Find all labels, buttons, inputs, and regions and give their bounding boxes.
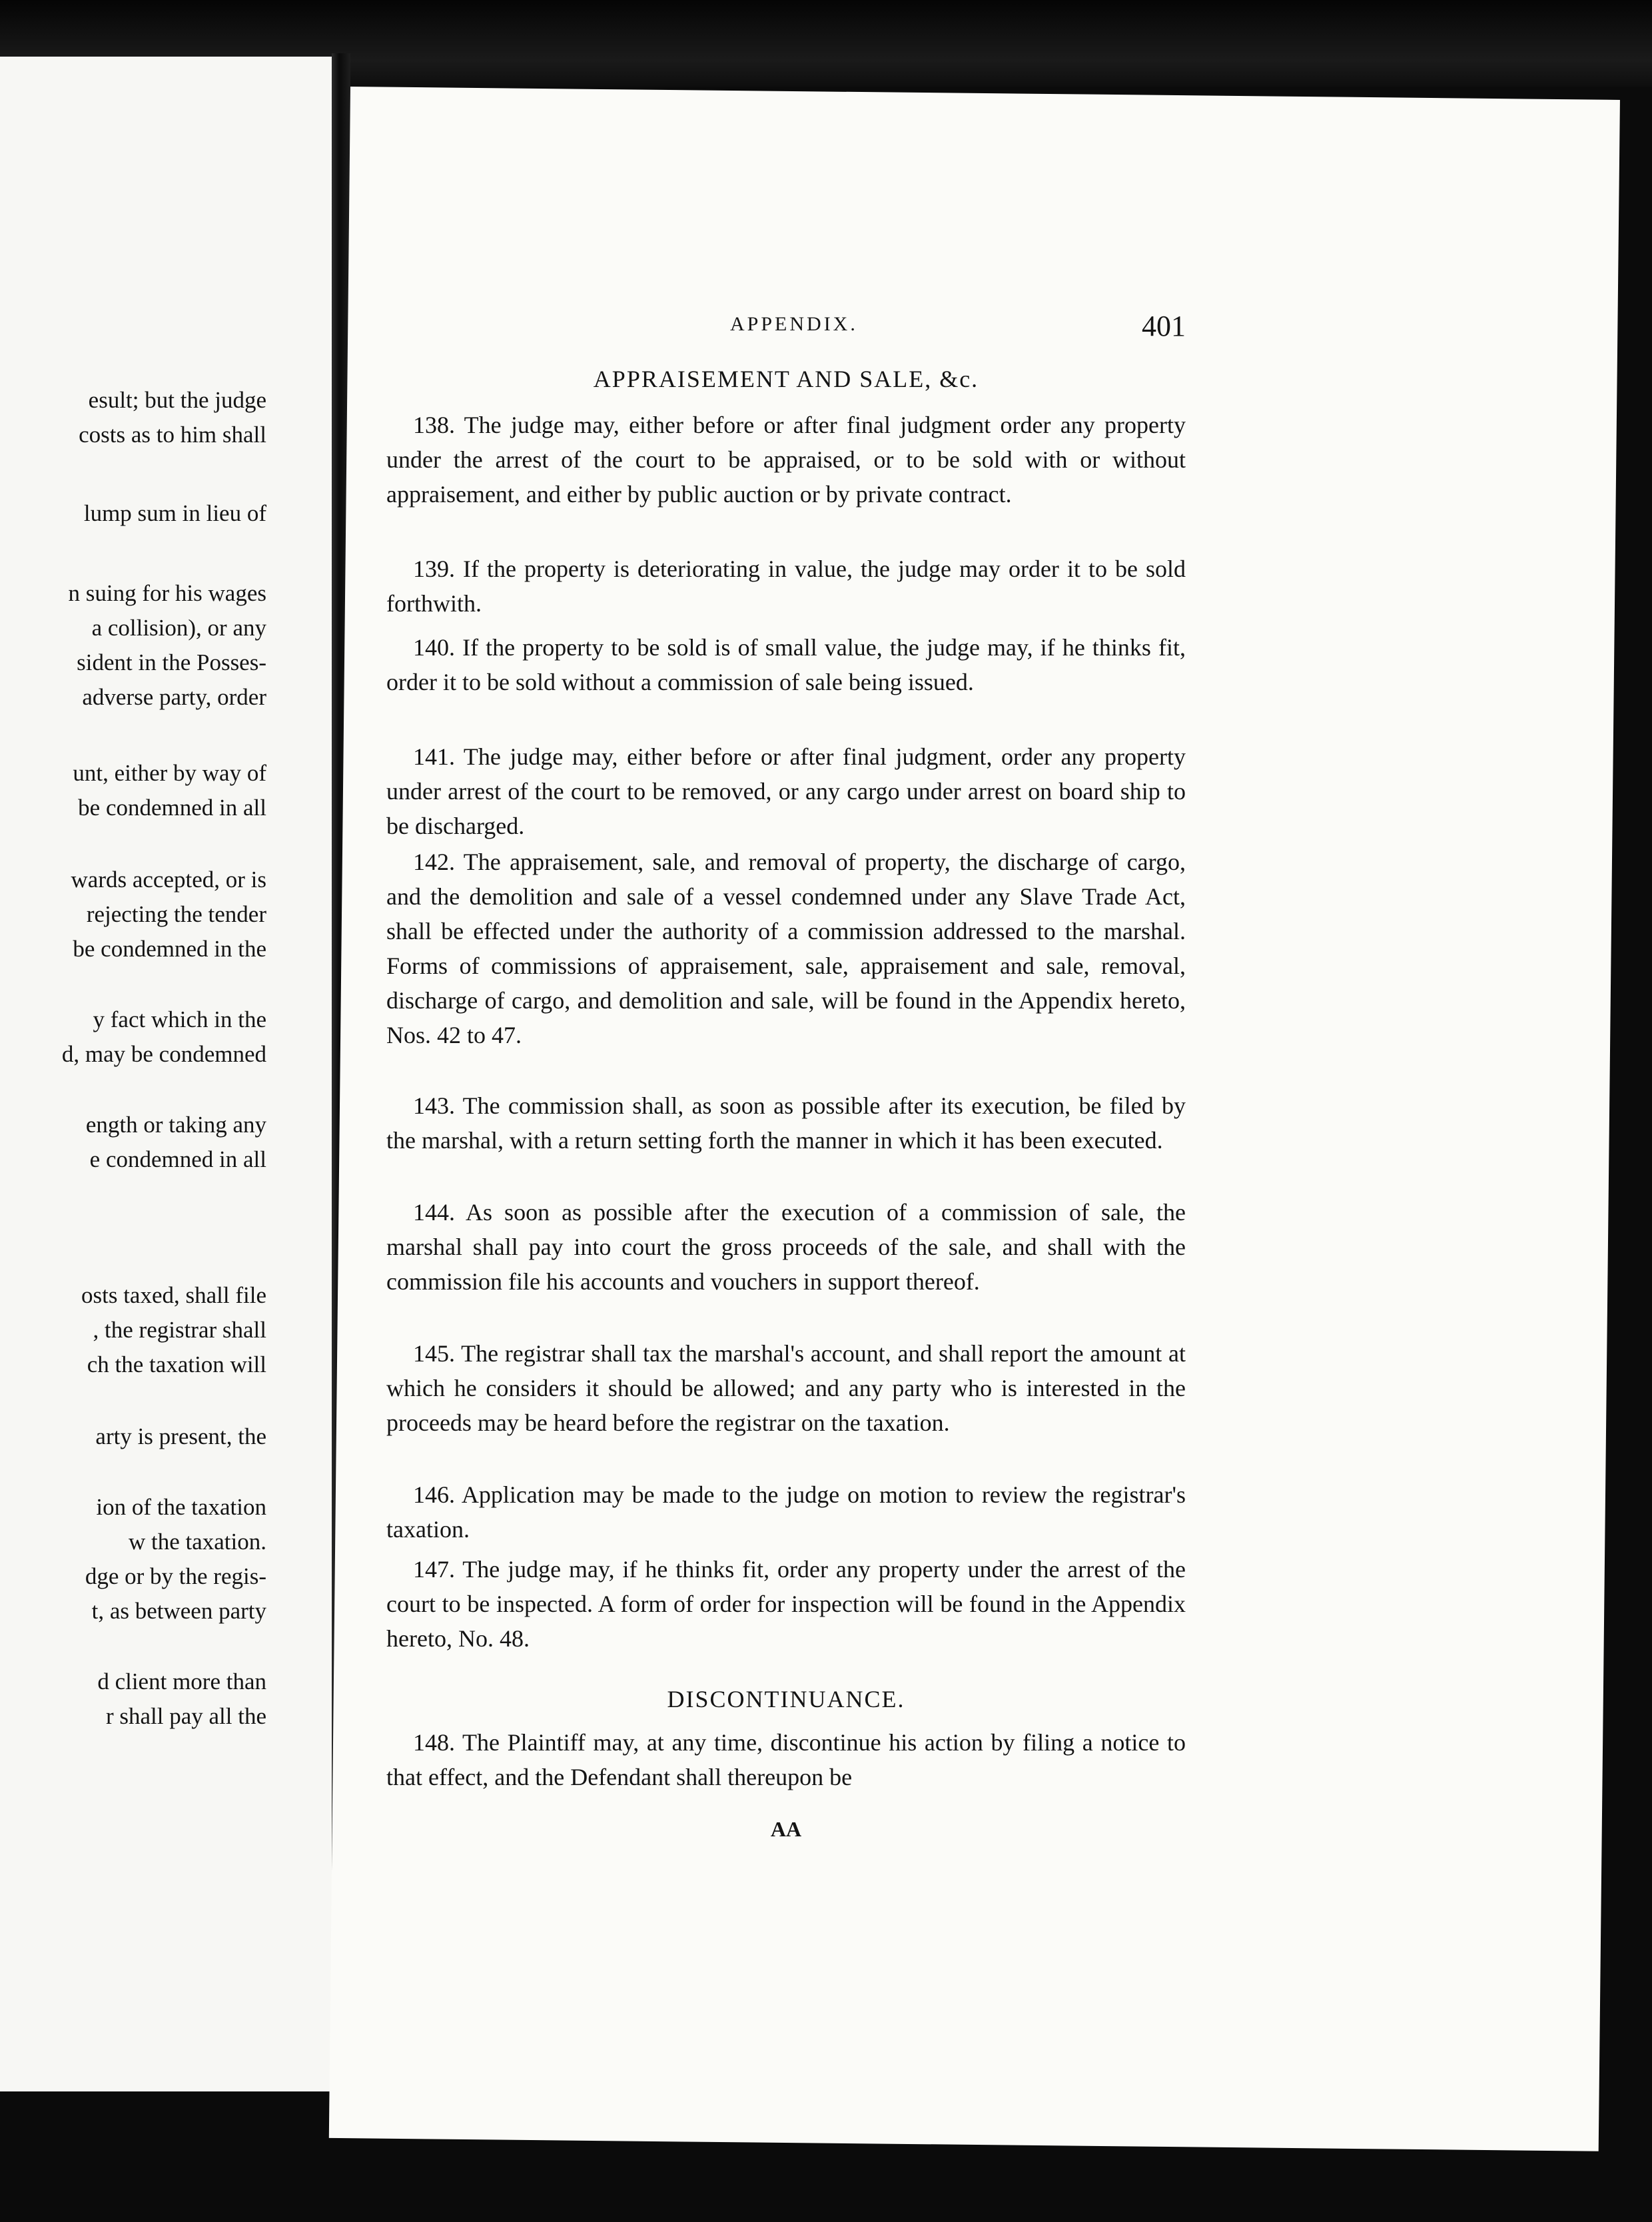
paragraph-143: 143. The commission shall, as soon as possible after its execution, be filed by the marshal, with a return setting forth the manner in which it has been executed.: [386, 1092, 1186, 1154]
left-page-line: r shall pay all the: [105, 1703, 266, 1729]
left-page-line: rejecting the tender: [86, 901, 266, 927]
left-page-line: be condemned in all: [78, 795, 266, 821]
left-page-line: dge or by the regis-: [85, 1563, 266, 1589]
paragraph-138: 138. The judge may, either before or after final judgment order any property under the arrest of the court to be appraised, or to be sold with or without appraisement, and either by public auction or by private contract.: [386, 412, 1186, 508]
scanner-right-edge: [1620, 93, 1652, 2145]
left-page-line: d, may be condemned: [61, 1041, 266, 1067]
left-page-line: , the registrar shall: [93, 1317, 266, 1343]
left-page-line: n suing for his wages: [68, 580, 266, 606]
left-page-line: lump sum in lieu of: [83, 500, 266, 526]
left-page-line: osts taxed, shall file: [81, 1282, 266, 1308]
paragraph-140: 140. If the property to be sold is of small value, the judge may, if he thinks fit, order it to be sold without a commission of sale being issued.: [386, 634, 1186, 695]
paragraph-146: 146. Application may be made to the judge on motion to review the registrar's taxation.: [386, 1481, 1186, 1543]
left-page: [0, 57, 332, 2091]
left-page-line: d client more than: [97, 1668, 266, 1694]
left-page-line: unt, either by way of: [73, 760, 266, 786]
left-page-line: wards accepted, or is: [71, 867, 266, 893]
left-page-line: e condemned in all: [89, 1146, 266, 1172]
section-title-discontinuance: DISCONTINUANCE.: [667, 1686, 905, 1712]
paragraph-139: 139. If the property is deteriorating in value, the judge may order it to be sold forthwith.: [386, 556, 1186, 617]
left-page-line: arty is present, the: [95, 1423, 266, 1449]
paragraph-141: 141. The judge may, either before or after final judgment, order any property under arrest of the court to be removed, or any cargo under arrest on board ship to be discharged.: [386, 743, 1186, 839]
left-page-line: ch the taxation will: [87, 1351, 266, 1377]
left-page-line: esult; but the judge: [88, 387, 266, 413]
page-header: [386, 310, 1186, 360]
left-page-line: sident in the Posses-: [77, 649, 266, 675]
left-page-line: ion of the taxation: [96, 1494, 266, 1520]
left-page-line: be condemned in the: [73, 936, 266, 962]
signature-mark: AA: [770, 1817, 802, 1841]
left-page-line: y fact which in the: [93, 1006, 266, 1032]
left-page-line: a collision), or any: [91, 615, 266, 641]
left-page-line: ength or taking any: [85, 1112, 266, 1138]
paragraph-145: 145. The registrar shall tax the marshal's account, and shall report the amount at which he considers it should be allowed; and any party who is interested in the proceeds may be heard before the registrar on the taxation.: [386, 1340, 1186, 1436]
paragraph-144: 144. As soon as possible after the execution of a commission of sale, the marshal shall pay into court the gross proceeds of the sale, and shall with the commission file his accounts and vouchers in support thereof.: [386, 1199, 1186, 1295]
left-page-line: costs as to him shall: [79, 422, 266, 448]
left-page-line: w the taxation.: [128, 1529, 266, 1555]
page-number: 401: [1142, 310, 1186, 342]
paragraph-142: 142. The appraisement, sale, and removal of property, the discharge of cargo, and the demolition and sale of a vessel condemned under any Slave Trade Act, shall be effected under the authority of a commission addressed to the marshal. Forms of commissions of appraisement, sale, appraisement and sale, removal, discharge of cargo, and demolition and sale, will be found in the Appendix hereto, Nos. 42 to 47.: [386, 849, 1186, 1048]
section-title: APPRAISEMENT AND SALE, &c.: [593, 366, 979, 392]
paragraph-147: 147. The judge may, if he thinks fit, order any property under the arrest of the court to be inspected. A form of order for inspection will be found in the Appendix hereto, No. 48.: [386, 1556, 1186, 1652]
running-head: APPENDIX.: [730, 313, 858, 335]
paragraph-148: 148. The Plaintiff may, at any time, discontinue his action by filing a notice to that effect, and the Defendant shall thereupon be: [386, 1729, 1186, 1790]
left-page-line: adverse party, order: [82, 684, 266, 710]
left-page-line: t, as between party: [91, 1598, 266, 1624]
